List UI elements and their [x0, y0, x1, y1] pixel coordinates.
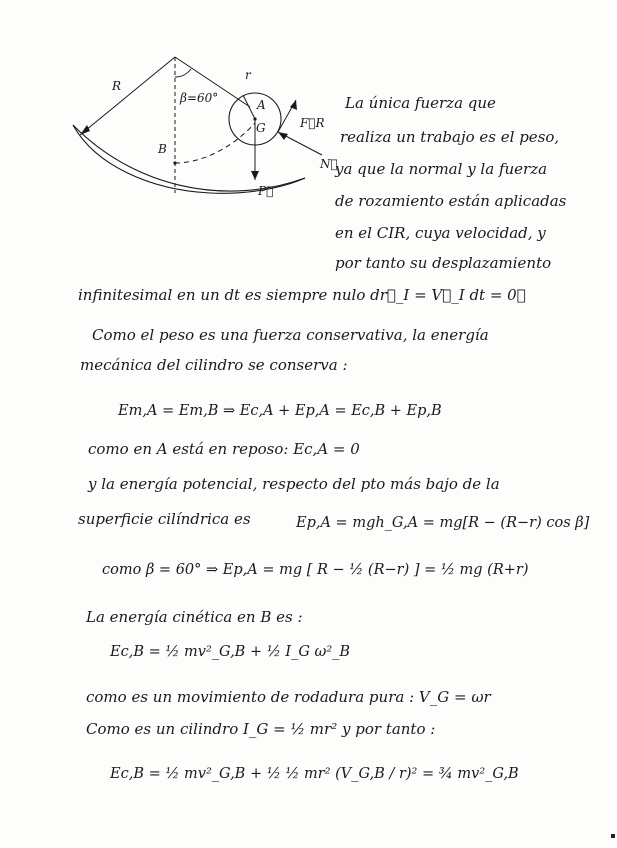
point-B-dot: [173, 161, 176, 164]
text-line: como es un movimiento de rodadura pura : V_G = ωr: [86, 688, 491, 706]
label-R: R: [112, 79, 122, 93]
cylindrical-surface-arc: [73, 125, 305, 191]
radius-R-arrowhead: [80, 125, 90, 135]
dashed-trajectory: [175, 123, 255, 163]
label-beta: β=60°: [180, 91, 219, 105]
page-corner-mark: [611, 834, 615, 838]
text-line: Como es un cilindro I_G = ½ mr² y por tanto :: [86, 720, 436, 738]
label-A: A: [257, 98, 266, 112]
normal-N-arrowhead: [278, 132, 288, 140]
text-line: y la energía potencial, respecto del pto más bajo de la: [88, 475, 500, 493]
text-line: La energía cinética en B es :: [86, 608, 303, 626]
label-r: r: [245, 68, 251, 82]
text-line: en el CIR, cuya velocidad, y: [335, 224, 546, 242]
equation-final-kinetic: Ec,B = ½ mv²_G,B + ½ ½ mr² (V_G,B / r)² = ¾ mv²_G,B: [110, 766, 519, 782]
equation-beta-substitution: como β = 60° ⇒ Ep,A = mg [ R − ½ (R−r) ] = ½ mg (R+r): [102, 562, 529, 578]
weight-P-arrowhead: [251, 171, 259, 180]
beta-angle-arc: [175, 69, 191, 77]
text-line: superficie cilíndrica es: [78, 510, 251, 528]
text-line: realiza un trabajo es el peso,: [340, 128, 560, 146]
radius-r-line: [243, 95, 255, 119]
cylinder-diagram: [60, 45, 338, 200]
text-line: por tanto su desplazamiento: [335, 254, 552, 272]
text-line: Como el peso es una fuerza conservativa, la energía: [92, 326, 489, 344]
label-FR: F⃗R: [300, 116, 325, 130]
text-line: La única fuerza que: [345, 94, 496, 112]
equation-energy-conservation: Em,A = Em,B ⇒ Ec,A + Ep,A = Ec,B + Ep,B: [118, 403, 442, 419]
label-N: N⃗: [320, 157, 338, 171]
text-line: mecánica del cilindro se conserva :: [80, 356, 348, 374]
radius-R-line: [80, 57, 175, 135]
label-G: G: [256, 121, 266, 135]
text-line: de rozamiento están aplicadas: [335, 192, 567, 210]
text-line: ya que la normal y la fuerza: [335, 160, 548, 178]
label-B: B: [158, 142, 167, 156]
text-line: como en A está en reposo: Ec,A = 0: [88, 440, 360, 458]
equation-potential-energy: Ep,A = mgh_G,A = mg[R − (R−r) cos β]: [296, 515, 590, 531]
equation-kinetic-energy: Ec,B = ½ mv²_G,B + ½ I_G ω²_B: [110, 644, 351, 660]
text-line: infinitesimal en un dt es siempre nulo dr⃗_I = V⃗_I dt = 0⃗: [78, 286, 526, 304]
label-P: P⃗: [258, 184, 274, 198]
